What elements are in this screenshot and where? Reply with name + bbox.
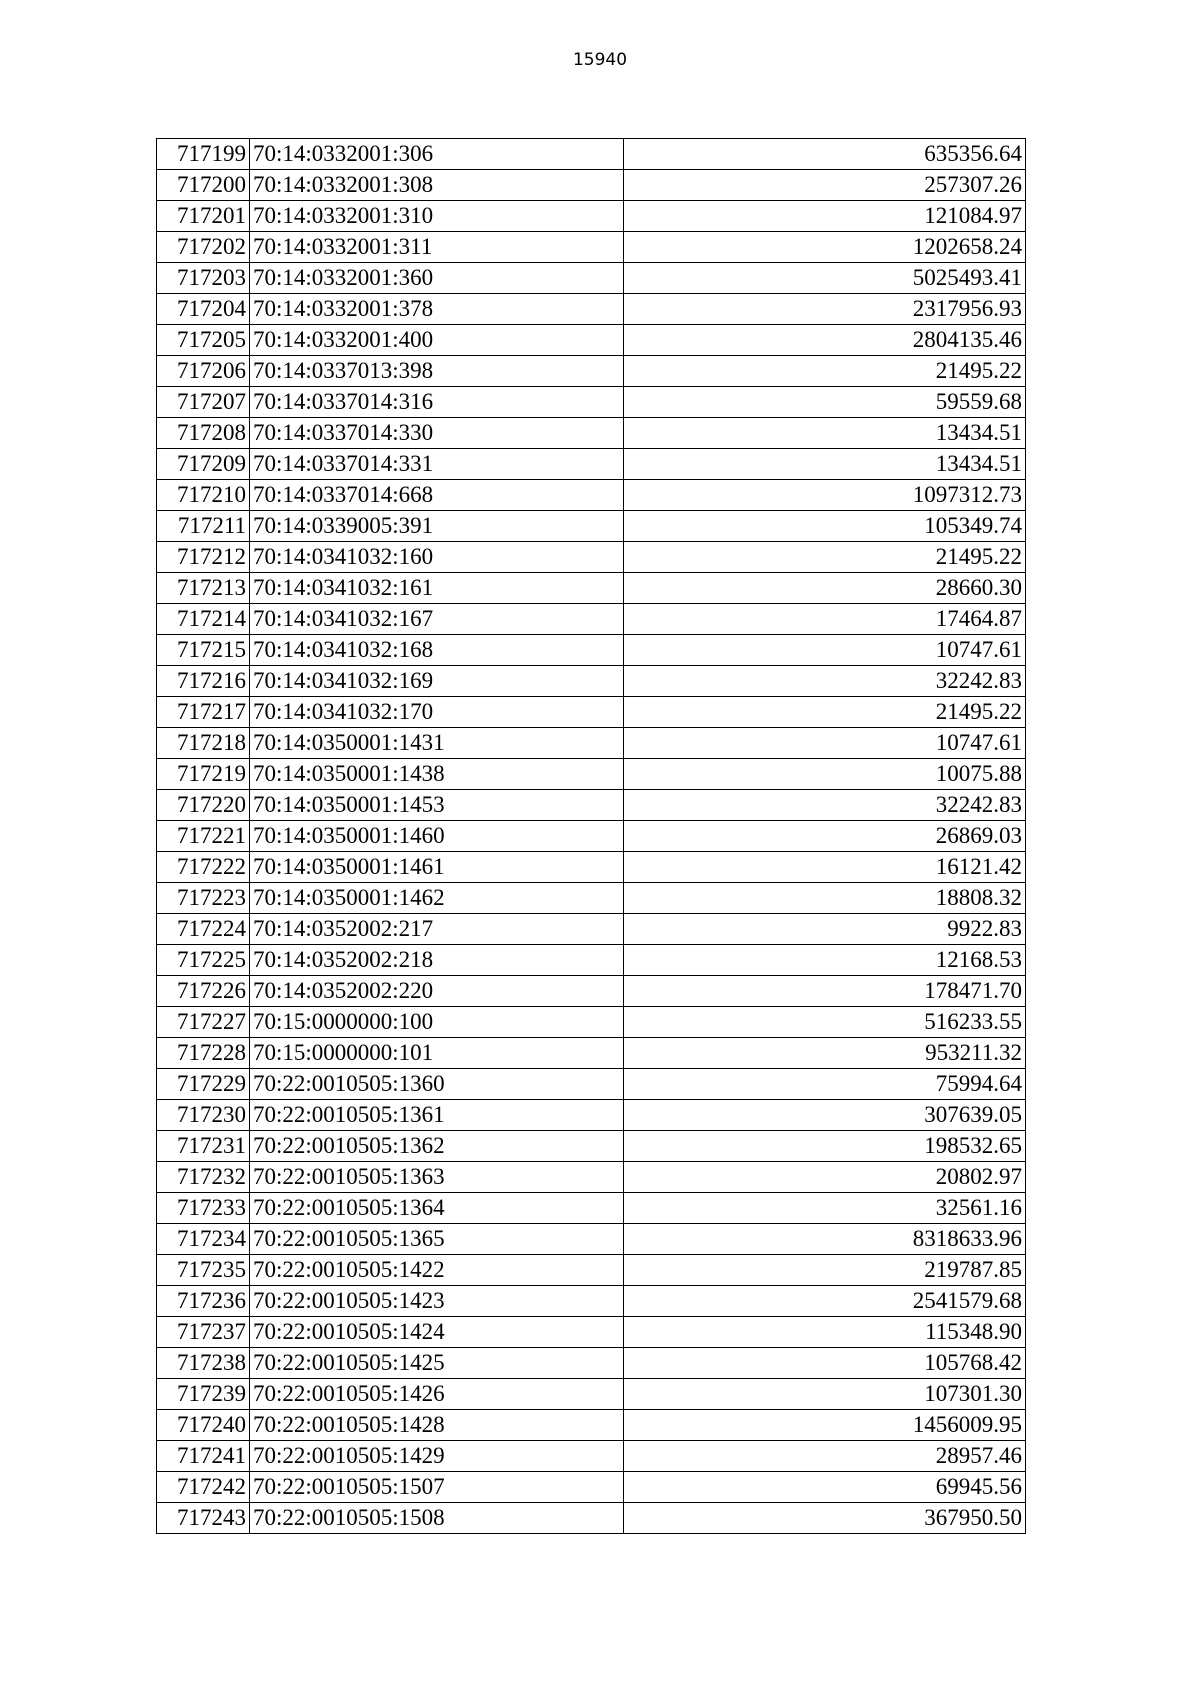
cadastral-number-cell: 70:14:0341032:161	[250, 573, 624, 604]
value-cell: 2317956.93	[624, 294, 1026, 325]
value-cell: 2804135.46	[624, 325, 1026, 356]
cadastral-number-cell: 70:14:0332001:311	[250, 232, 624, 263]
cadastral-number-cell: 70:22:0010505:1507	[250, 1472, 624, 1503]
row-id-cell: 717240	[157, 1410, 250, 1441]
cadastral-number-cell: 70:14:0332001:306	[250, 139, 624, 170]
value-cell: 953211.32	[624, 1038, 1026, 1069]
value-cell: 20802.97	[624, 1162, 1026, 1193]
cadastral-number-cell: 70:22:0010505:1424	[250, 1317, 624, 1348]
cadastral-number-cell: 70:14:0352002:218	[250, 945, 624, 976]
cadastral-number-cell: 70:22:0010505:1365	[250, 1224, 624, 1255]
cadastral-number-cell: 70:14:0337014:330	[250, 418, 624, 449]
value-cell: 367950.50	[624, 1503, 1026, 1534]
table-row	[157, 170, 1026, 201]
cadastral-number-cell: 70:15:0000000:101	[250, 1038, 624, 1069]
cadastral-number-cell: 70:22:0010505:1360	[250, 1069, 624, 1100]
value-cell: 8318633.96	[624, 1224, 1026, 1255]
table-row	[157, 232, 1026, 263]
cadastral-number-cell: 70:15:0000000:100	[250, 1007, 624, 1038]
table-row	[157, 666, 1026, 697]
table-row	[157, 418, 1026, 449]
value-cell: 75994.64	[624, 1069, 1026, 1100]
table-row	[157, 1348, 1026, 1379]
row-id-cell: 717218	[157, 728, 250, 759]
row-id-cell: 717212	[157, 542, 250, 573]
table-row	[157, 976, 1026, 1007]
row-id-cell: 717228	[157, 1038, 250, 1069]
data-table	[156, 138, 1026, 1534]
table-row	[157, 356, 1026, 387]
row-id-cell: 717214	[157, 604, 250, 635]
row-id-cell: 717204	[157, 294, 250, 325]
row-id-cell: 717225	[157, 945, 250, 976]
table-row	[157, 914, 1026, 945]
table-row	[157, 1038, 1026, 1069]
row-id-cell: 717235	[157, 1255, 250, 1286]
cadastral-number-cell: 70:14:0341032:160	[250, 542, 624, 573]
table-row	[157, 1193, 1026, 1224]
value-cell: 1202658.24	[624, 232, 1026, 263]
value-cell: 257307.26	[624, 170, 1026, 201]
value-cell: 13434.51	[624, 418, 1026, 449]
row-id-cell: 717234	[157, 1224, 250, 1255]
table-row	[157, 790, 1026, 821]
table-row	[157, 604, 1026, 635]
value-cell: 59559.68	[624, 387, 1026, 418]
table-row	[157, 294, 1026, 325]
row-id-cell: 717215	[157, 635, 250, 666]
cadastral-number-cell: 70:22:0010505:1361	[250, 1100, 624, 1131]
row-id-cell: 717203	[157, 263, 250, 294]
value-cell: 21495.22	[624, 542, 1026, 573]
row-id-cell: 717242	[157, 1472, 250, 1503]
value-cell: 635356.64	[624, 139, 1026, 170]
cadastral-number-cell: 70:14:0350001:1453	[250, 790, 624, 821]
row-id-cell: 717208	[157, 418, 250, 449]
row-id-cell: 717231	[157, 1131, 250, 1162]
value-cell: 69945.56	[624, 1472, 1026, 1503]
row-id-cell: 717243	[157, 1503, 250, 1534]
table-row	[157, 821, 1026, 852]
cadastral-number-cell: 70:14:0341032:168	[250, 635, 624, 666]
value-cell: 12168.53	[624, 945, 1026, 976]
page-number: 15940	[572, 50, 628, 70]
table-body	[157, 139, 1026, 1534]
table-row	[157, 635, 1026, 666]
row-id-cell: 717219	[157, 759, 250, 790]
row-id-cell: 717201	[157, 201, 250, 232]
value-cell: 21495.22	[624, 356, 1026, 387]
cadastral-number-cell: 70:14:0350001:1438	[250, 759, 624, 790]
value-cell: 32242.83	[624, 790, 1026, 821]
table-row	[157, 1317, 1026, 1348]
table-row	[157, 1410, 1026, 1441]
value-cell: 178471.70	[624, 976, 1026, 1007]
cadastral-number-cell: 70:14:0350001:1460	[250, 821, 624, 852]
value-cell: 13434.51	[624, 449, 1026, 480]
cadastral-number-cell: 70:14:0337014:331	[250, 449, 624, 480]
table-row	[157, 1224, 1026, 1255]
table-row	[157, 1131, 1026, 1162]
value-cell: 219787.85	[624, 1255, 1026, 1286]
table-row	[157, 511, 1026, 542]
row-id-cell: 717199	[157, 139, 250, 170]
cadastral-number-cell: 70:14:0337014:316	[250, 387, 624, 418]
value-cell: 21495.22	[624, 697, 1026, 728]
cadastral-number-cell: 70:14:0352002:220	[250, 976, 624, 1007]
cadastral-number-cell: 70:22:0010505:1428	[250, 1410, 624, 1441]
value-cell: 105768.42	[624, 1348, 1026, 1379]
table-row	[157, 573, 1026, 604]
row-id-cell: 717230	[157, 1100, 250, 1131]
table-row	[157, 1100, 1026, 1131]
cadastral-number-cell: 70:14:0341032:167	[250, 604, 624, 635]
value-cell: 121084.97	[624, 201, 1026, 232]
table-row	[157, 1069, 1026, 1100]
cadastral-number-cell: 70:22:0010505:1425	[250, 1348, 624, 1379]
row-id-cell: 717206	[157, 356, 250, 387]
value-cell: 107301.30	[624, 1379, 1026, 1410]
value-cell: 198532.65	[624, 1131, 1026, 1162]
value-cell: 16121.42	[624, 852, 1026, 883]
table-row	[157, 1379, 1026, 1410]
table-row	[157, 852, 1026, 883]
cadastral-number-cell: 70:14:0332001:378	[250, 294, 624, 325]
row-id-cell: 717220	[157, 790, 250, 821]
cadastral-number-cell: 70:14:0332001:310	[250, 201, 624, 232]
cadastral-number-cell: 70:14:0337013:398	[250, 356, 624, 387]
row-id-cell: 717226	[157, 976, 250, 1007]
table-row	[157, 480, 1026, 511]
cadastral-number-cell: 70:22:0010505:1508	[250, 1503, 624, 1534]
cadastral-number-cell: 70:22:0010505:1362	[250, 1131, 624, 1162]
table-row	[157, 201, 1026, 232]
value-cell: 5025493.41	[624, 263, 1026, 294]
table-row	[157, 139, 1026, 170]
table-row	[157, 1286, 1026, 1317]
row-id-cell: 717237	[157, 1317, 250, 1348]
table-row	[157, 449, 1026, 480]
value-cell: 1097312.73	[624, 480, 1026, 511]
row-id-cell: 717221	[157, 821, 250, 852]
cadastral-number-cell: 70:22:0010505:1429	[250, 1441, 624, 1472]
value-cell: 2541579.68	[624, 1286, 1026, 1317]
cadastral-number-cell: 70:22:0010505:1364	[250, 1193, 624, 1224]
table-row	[157, 728, 1026, 759]
row-id-cell: 717236	[157, 1286, 250, 1317]
row-id-cell: 717207	[157, 387, 250, 418]
row-id-cell: 717238	[157, 1348, 250, 1379]
value-cell: 18808.32	[624, 883, 1026, 914]
row-id-cell: 717202	[157, 232, 250, 263]
table-row	[157, 697, 1026, 728]
cadastral-number-cell: 70:14:0350001:1461	[250, 852, 624, 883]
cadastral-number-cell: 70:22:0010505:1426	[250, 1379, 624, 1410]
value-cell: 28660.30	[624, 573, 1026, 604]
row-id-cell: 717223	[157, 883, 250, 914]
cadastral-number-cell: 70:22:0010505:1363	[250, 1162, 624, 1193]
cadastral-number-cell: 70:22:0010505:1422	[250, 1255, 624, 1286]
row-id-cell: 717217	[157, 697, 250, 728]
value-cell: 32561.16	[624, 1193, 1026, 1224]
value-cell: 115348.90	[624, 1317, 1026, 1348]
value-cell: 516233.55	[624, 1007, 1026, 1038]
row-id-cell: 717216	[157, 666, 250, 697]
value-cell: 10075.88	[624, 759, 1026, 790]
value-cell: 1456009.95	[624, 1410, 1026, 1441]
table-row	[157, 387, 1026, 418]
row-id-cell: 717233	[157, 1193, 250, 1224]
table-row	[157, 1503, 1026, 1534]
value-cell: 10747.61	[624, 635, 1026, 666]
row-id-cell: 717227	[157, 1007, 250, 1038]
table-row	[157, 263, 1026, 294]
table-row	[157, 883, 1026, 914]
row-id-cell: 717224	[157, 914, 250, 945]
cadastral-number-cell: 70:14:0350001:1462	[250, 883, 624, 914]
row-id-cell: 717241	[157, 1441, 250, 1472]
row-id-cell: 717205	[157, 325, 250, 356]
row-id-cell: 717222	[157, 852, 250, 883]
cadastral-number-cell: 70:14:0341032:169	[250, 666, 624, 697]
value-cell: 32242.83	[624, 666, 1026, 697]
cadastral-number-cell: 70:22:0010505:1423	[250, 1286, 624, 1317]
value-cell: 28957.46	[624, 1441, 1026, 1472]
cadastral-number-cell: 70:14:0332001:400	[250, 325, 624, 356]
cadastral-number-cell: 70:14:0341032:170	[250, 697, 624, 728]
table-row	[157, 1255, 1026, 1286]
value-cell: 9922.83	[624, 914, 1026, 945]
value-cell: 105349.74	[624, 511, 1026, 542]
row-id-cell: 717239	[157, 1379, 250, 1410]
table-row	[157, 1441, 1026, 1472]
table-row	[157, 759, 1026, 790]
row-id-cell: 717200	[157, 170, 250, 201]
table-row	[157, 945, 1026, 976]
row-id-cell: 717210	[157, 480, 250, 511]
cadastral-number-cell: 70:14:0350001:1431	[250, 728, 624, 759]
cadastral-number-cell: 70:14:0332001:308	[250, 170, 624, 201]
row-id-cell: 717232	[157, 1162, 250, 1193]
value-cell: 26869.03	[624, 821, 1026, 852]
value-cell: 10747.61	[624, 728, 1026, 759]
table-row	[157, 1472, 1026, 1503]
cadastral-number-cell: 70:14:0332001:360	[250, 263, 624, 294]
value-cell: 307639.05	[624, 1100, 1026, 1131]
table-row	[157, 1007, 1026, 1038]
cadastral-number-cell: 70:14:0339005:391	[250, 511, 624, 542]
table-row	[157, 1162, 1026, 1193]
row-id-cell: 717211	[157, 511, 250, 542]
row-id-cell: 717229	[157, 1069, 250, 1100]
cadastral-number-cell: 70:14:0352002:217	[250, 914, 624, 945]
row-id-cell: 717209	[157, 449, 250, 480]
value-cell: 17464.87	[624, 604, 1026, 635]
row-id-cell: 717213	[157, 573, 250, 604]
table-row	[157, 542, 1026, 573]
cadastral-number-cell: 70:14:0337014:668	[250, 480, 624, 511]
table-row	[157, 325, 1026, 356]
